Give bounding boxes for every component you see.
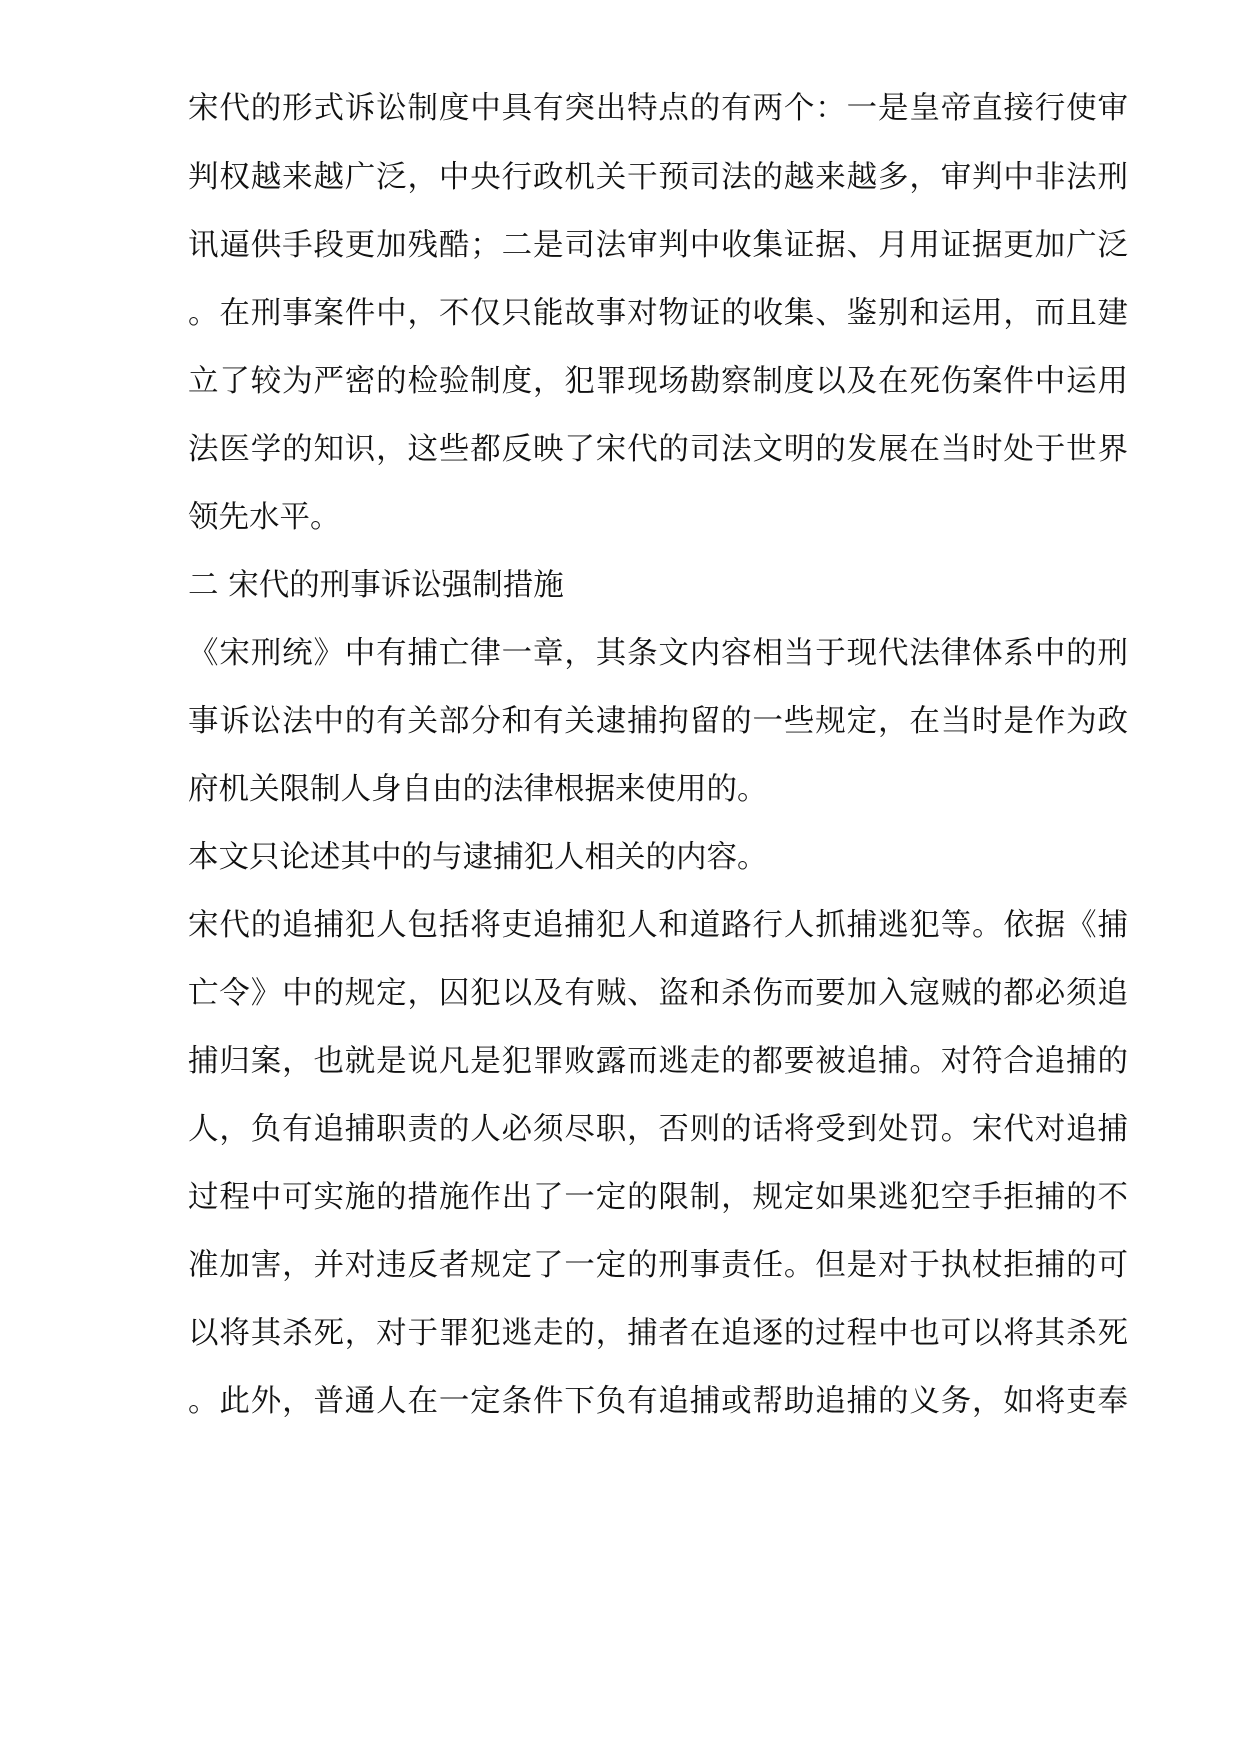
text-line-12: 本文只论述其中的与逮捕犯人相关的内容。 [188,840,768,875]
text-line-4: 。在刑事案件中，不仅只能故事对物证的收集、鉴别和运用，而且建 [188,296,1128,331]
text-line-16: 人，负有追捕职责的人必须尽职，否则的话将受到处罚。宋代对追捕 [188,1112,1128,1147]
text-line-13: 宋代的追捕犯人包括将吏追捕犯人和道路行人抓捕逃犯等。依据《捕 [188,908,1128,943]
text-line-14: 亡令》中的规定，囚犯以及有贼、盗和杀伤而要加入寇贼的都必须追 [188,976,1128,1011]
text-line-10: 事诉讼法中的有关部分和有关逮捕拘留的一些规定，在当时是作为政 [188,704,1128,739]
text-line-20: 。此外，普通人在一定条件下负有追捕或帮助追捕的义务，如将吏奉 [188,1384,1128,1419]
text-line-15: 捕归案，也就是说凡是犯罪败露而逃走的都要被追捕。对符合追捕的 [188,1044,1128,1079]
text-line-19: 以将其杀死，对于罪犯逃走的，捕者在追逐的过程中也可以将其杀死 [188,1316,1128,1351]
text-line-1: 宋代的形式诉讼制度中具有突出特点的有两个：一是皇帝直接行使审 [188,91,1128,126]
text-line-7: 领先水平。 [188,500,341,535]
text-line-2: 判权越来越广泛，中央行政机关干预司法的越来越多，审判中非法刑 [188,160,1128,195]
text-line-3: 讯逼供手段更加残酷；二是司法审判中收集证据、月用证据更加广泛 [188,228,1128,263]
text-line-11: 府机关限制人身自由的法律根据来使用的。 [188,772,768,807]
text-line-9: 《宋刑统》中有捕亡律一章，其条文内容相当于现代法律体系中的刑 [188,636,1128,671]
section-heading: 二 宋代的刑事诉讼强制措施 [188,568,564,603]
text-line-18: 准加害，并对违反者规定了一定的刑事责任。但是对于执杖拒捕的可 [188,1248,1128,1283]
text-line-5: 立了较为严密的检验制度，犯罪现场勘察制度以及在死伤案件中运用 [188,364,1128,399]
text-line-6: 法医学的知识，这些都反映了宋代的司法文明的发展在当时处于世界 [188,432,1128,467]
text-line-17: 过程中可实施的措施作出了一定的限制，规定如果逃犯空手拒捕的不 [188,1180,1128,1215]
